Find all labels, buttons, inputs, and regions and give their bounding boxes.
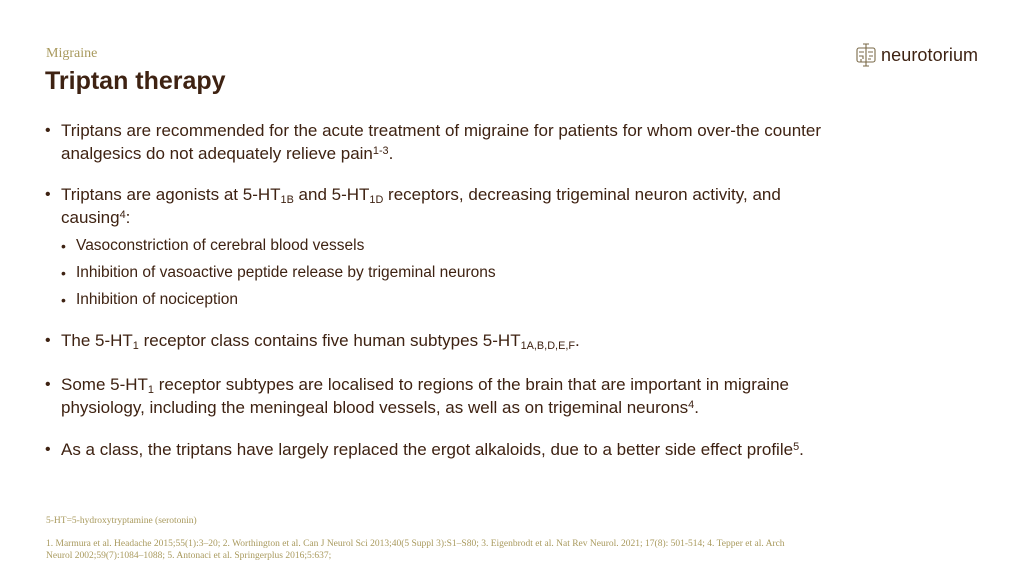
sub-bullet-text: Inhibition of vasoactive peptide release by trigeminal neurons <box>76 264 496 281</box>
bullet-dot: • <box>45 441 51 458</box>
bullet-item <box>45 438 825 461</box>
bullet-dot: • <box>61 238 66 254</box>
sub-bullet-item <box>61 236 821 256</box>
bullet-text: Triptans are recommended for the acute treatment of migraine for patients for whom over-the counter analgesics do not adequately relieve pain$^{1-3}$. <box>61 121 822 163</box>
sub-bullet-item <box>61 263 821 283</box>
bullet-text: Some $5-HT_1$ receptor subtypes are localised to regions of the brain that are important in migraine physiology, including the meningeal blood vessels, as well as on trigeminal neurons$^4$. <box>61 375 789 417</box>
bullet-dot: • <box>61 292 66 308</box>
references: 1. Marmura et al. Headache 2015;55(1):3–20; 2. Worthington et al. Can J Neurol Sci 2013;40(5 Suppl 3):S1–S80; 3. Eigenbrodt et al. Nat Rev Neurol. 2021; 17(8): 501-514; 4. Tepper et al. Arch Neurol 2002;59(7):1084–1088; 5. Antonaci et al. Springerplus 2016;5:637; <box>46 539 785 561</box>
abbreviation-note: 5-HT=5-hydroxytryptamine (serotonin) <box>46 516 197 526</box>
sub-bullet-item <box>61 290 821 310</box>
section-category: Migraine <box>46 46 98 61</box>
bullet-item <box>45 373 825 419</box>
bullet-text: As a class, the triptans have largely replaced the ergot alkaloids, due to a better side effect profile$^5$. <box>61 440 804 459</box>
bullet-text: The $5-HT_1$ receptor class contains five human subtypes $5-HT_{1A,B,D,E,F}$. <box>61 331 580 353</box>
bullet-dot: • <box>45 376 51 393</box>
sub-bullet-text: Vasoconstriction of cerebral blood vessels <box>76 237 365 254</box>
bullet-dot: • <box>45 332 51 349</box>
bullet-item <box>45 329 825 352</box>
bullet-item <box>45 183 825 229</box>
page-title: Triptan therapy <box>45 67 226 95</box>
bullet-text: Triptans are agonists at $5-HT_{1B}$ and $5-HT_{1D}$ receptors, decreasing trigeminal neuron activity, and causing$^4$: <box>61 185 781 227</box>
bullet-item <box>45 119 825 165</box>
bullet-dot: • <box>61 265 66 281</box>
bullet-dot: • <box>45 122 51 139</box>
sub-bullet-text: Inhibition of nociception <box>76 291 239 308</box>
brain-maze-logo-icon <box>855 42 877 68</box>
neurotorium-logo[interactable] <box>855 42 978 68</box>
logo-wordmark: neurotorium <box>881 45 979 65</box>
bullet-dot: • <box>45 186 51 203</box>
